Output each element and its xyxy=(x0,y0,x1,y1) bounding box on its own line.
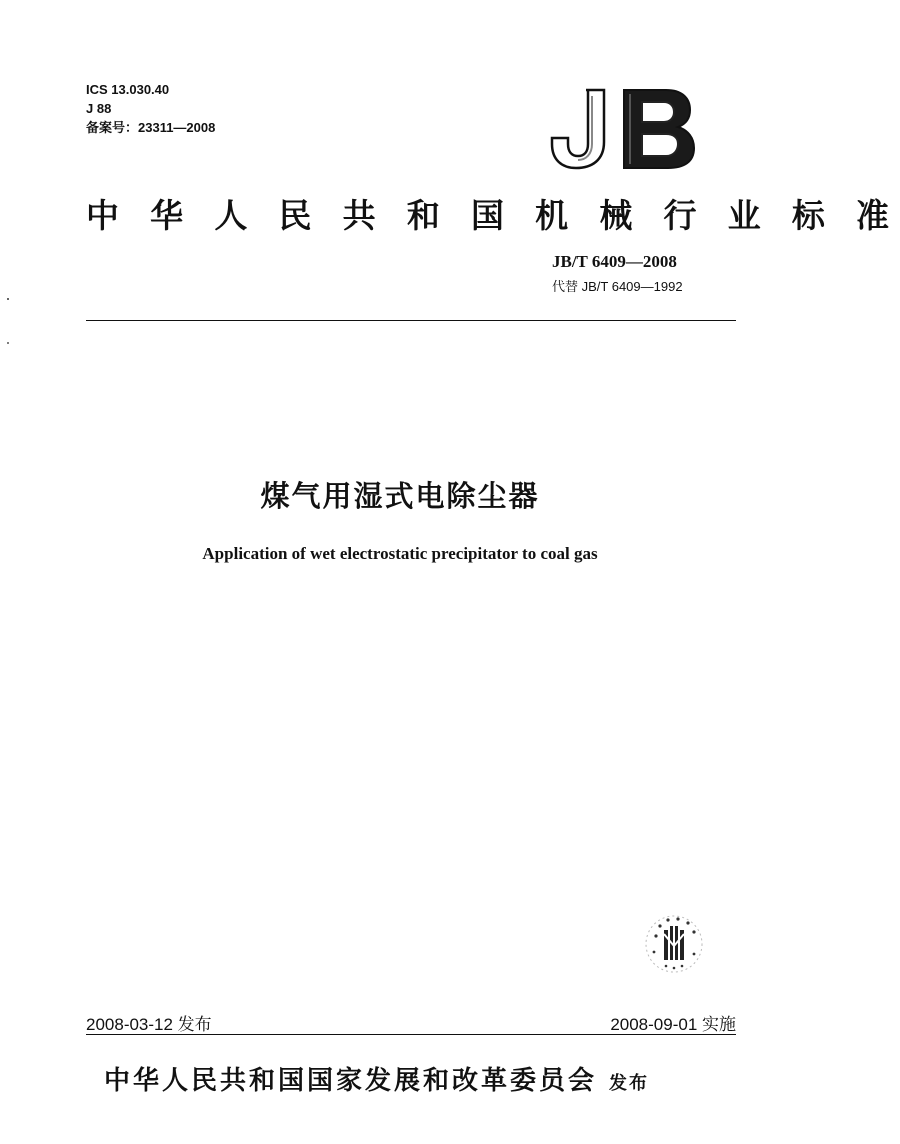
replaced-standard: 代替 JB/T 6409—1992 xyxy=(552,279,683,294)
scan-speck xyxy=(7,342,9,344)
publisher-suffix: 发布 xyxy=(609,1073,650,1093)
jb-logo-icon xyxy=(548,86,698,170)
publisher-name: 中华人民共和国国家发展和改革委员会 xyxy=(104,1065,598,1095)
industry-standard-title: 中 华 人 民 共 和 国 机 械 行 业 标 准 xyxy=(86,197,900,234)
header-divider xyxy=(86,320,736,321)
record-number: 备案号：23311—2008 xyxy=(86,120,216,135)
ics-code: ICS 13.030.40 xyxy=(86,82,170,97)
footer-divider xyxy=(86,1034,736,1035)
effective-date: 2008-09-01 实施 xyxy=(610,1015,736,1034)
classification-code: J 88 xyxy=(86,101,112,116)
document-title-english: Application of wet electrostatic precipitator to coal gas xyxy=(202,544,598,563)
issue-date: 2008-03-12 发布 xyxy=(86,1015,212,1034)
publisher-line xyxy=(104,1060,649,1097)
classification-block xyxy=(86,80,215,137)
standard-number: JB/T 6409—2008 xyxy=(552,252,677,271)
publisher-seal-icon xyxy=(642,912,706,976)
scan-speck xyxy=(7,298,9,300)
document-title-chinese: 煤气用湿式电除尘器 xyxy=(260,481,540,513)
